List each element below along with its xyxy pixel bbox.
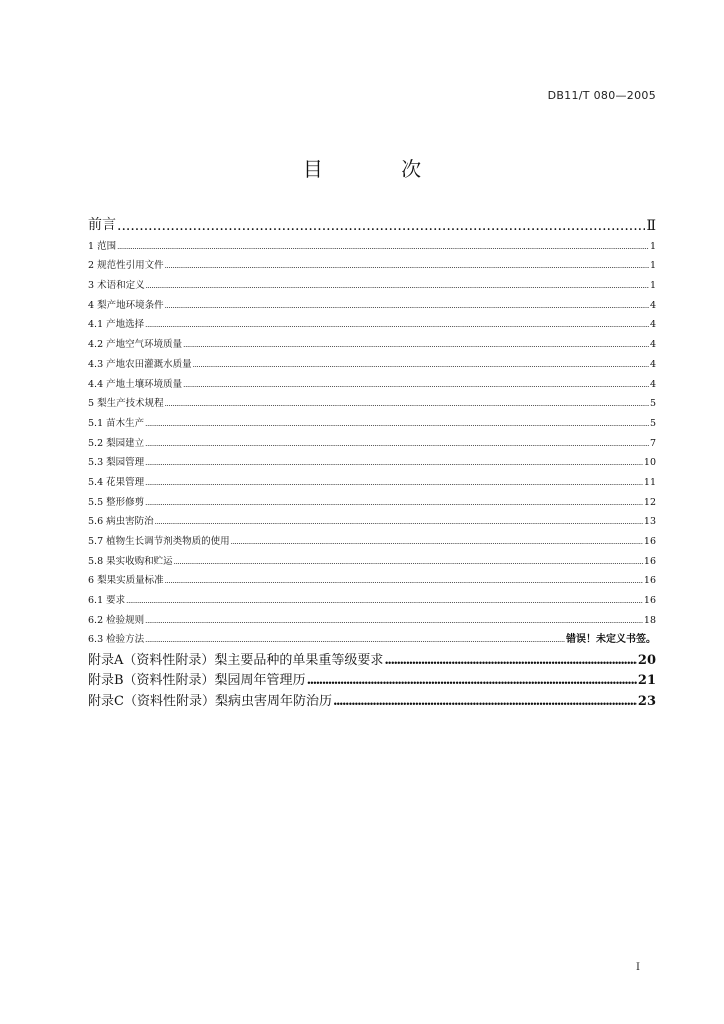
toc-label: 4.3 产地农田灌溉水质量 [88,358,192,370]
dot-leader [145,318,649,332]
dot-leader [117,240,649,254]
dot-leader [231,535,643,549]
toc-label: 5.4 花果管理 [88,476,145,488]
dot-leader [145,437,649,451]
toc-page: 1 [649,280,656,292]
dot-leader [165,574,643,588]
dot-leader [165,299,649,313]
toc-label: 附录A（资料性附录）梨主要品种的单果重等级要求 [88,652,384,668]
toc-label: 5 梨生产技术规程 [88,398,164,410]
toc-label: 5.7 植物生长调节剂类物质的使用 [88,536,230,547]
toc-entry[interactable] [88,431,656,451]
toc-entry[interactable] [88,352,656,372]
dot-leader [174,555,643,569]
toc-entry[interactable] [88,628,656,648]
toc-page: 1 [649,260,656,272]
dot-leader [146,279,649,293]
dot-leader [384,653,637,668]
dot-leader [155,515,643,529]
toc-entry[interactable] [88,588,656,608]
toc-page: Ⅱ [646,218,656,234]
dot-leader [145,417,649,431]
toc-entry[interactable] [88,470,656,490]
dot-leader [165,397,649,411]
dot-leader [193,358,649,372]
toc-label: 6 梨果实质量标准 [88,575,164,587]
toc-entry[interactable] [88,372,656,392]
toc-label: 6.2 检验规则 [88,614,145,626]
toc-label: 6.3 检验方法 [88,634,145,646]
toc-entry[interactable] [88,529,656,549]
toc-page: 16 [643,595,656,607]
toc-label: 5.6 病虫害防治 [88,516,154,528]
toc-label: 5.2 梨园建立 [88,437,145,449]
toc-entry[interactable] [88,490,656,510]
toc-page-error: 错误！未定义书签。 [566,634,656,646]
dot-leader [145,476,643,490]
toc-entry-preface[interactable] [88,210,656,234]
toc-entry[interactable] [88,293,656,313]
toc-page: 4 [649,358,656,370]
toc-page: 20 [637,652,656,668]
toc-page: 11 [643,476,656,488]
toc-page: 4 [649,339,656,351]
toc-label: 前言 [88,217,116,233]
toc-entry[interactable] [88,510,656,530]
toc-page: 12 [643,496,656,508]
dot-leader [183,338,649,352]
toc-entry[interactable] [88,273,656,293]
toc-entry[interactable] [88,451,656,471]
toc-label: 附录B（资料性附录）梨园周年管理历 [88,673,306,689]
toc-page: 5 [649,417,656,429]
toc-entry[interactable] [88,608,656,628]
dot-leader [145,614,643,628]
toc-entry-appendix-a[interactable] [88,647,656,668]
toc-entry[interactable] [88,569,656,589]
toc-page: 13 [643,516,656,528]
dot-leader [165,259,649,273]
toc-label: 5.8 果实收购和贮运 [88,555,173,567]
toc-entry[interactable] [88,313,656,333]
toc-label: 2 规范性引用文件 [88,260,164,272]
toc-page: 23 [637,693,656,709]
dot-leader [145,456,643,470]
toc-entry[interactable] [88,234,656,254]
toc-page: 18 [643,614,656,626]
toc-label: 6.1 要求 [88,595,126,607]
dot-leader [117,218,645,234]
toc-entry[interactable] [88,549,656,569]
dot-leader [333,694,637,709]
toc-label: 附录C（资料性附录）梨病虫害周年防治历 [88,693,332,709]
toc-entry-appendix-b[interactable] [88,668,656,689]
toc-label: 4.1 产地选择 [88,319,145,331]
toc-label: 1 范围 [88,240,117,252]
toc-label: 4.2 产地空气环境质量 [88,339,183,351]
toc-label: 4.4 产地土壤环境质量 [88,378,183,390]
dot-leader [145,496,643,510]
toc-entry[interactable] [88,392,656,412]
toc-label: 5.1 苗木生产 [88,417,145,429]
toc-entry[interactable] [88,332,656,352]
toc-entry-appendix-c[interactable] [88,688,656,709]
toc-label: 5.5 整形修剪 [88,496,145,508]
toc-entry[interactable] [88,411,656,431]
toc-label: 4 梨产地环境条件 [88,299,164,311]
table-of-contents [88,210,656,709]
toc-label: 3 术语和定义 [88,280,145,292]
toc-page: 16 [643,575,656,587]
toc-page: 4 [649,299,656,311]
toc-page: 16 [643,536,656,547]
toc-page: 16 [643,555,656,567]
dot-leader [145,633,565,647]
standard-code: DB11/T 080—2005 [547,89,656,102]
dot-leader [183,378,649,392]
toc-entry[interactable] [88,254,656,274]
toc-label: 5.3 梨园管理 [88,457,145,469]
page-number: I [636,962,640,973]
toc-page: 1 [649,240,656,252]
toc-page: 5 [649,398,656,410]
toc-page: 4 [649,319,656,331]
toc-page: 21 [637,673,656,689]
dot-leader [307,673,637,688]
toc-title: 目 次 [302,157,458,181]
toc-page: 7 [649,437,656,449]
toc-page: 4 [649,378,656,390]
toc-page: 10 [643,457,656,469]
dot-leader [126,594,643,608]
